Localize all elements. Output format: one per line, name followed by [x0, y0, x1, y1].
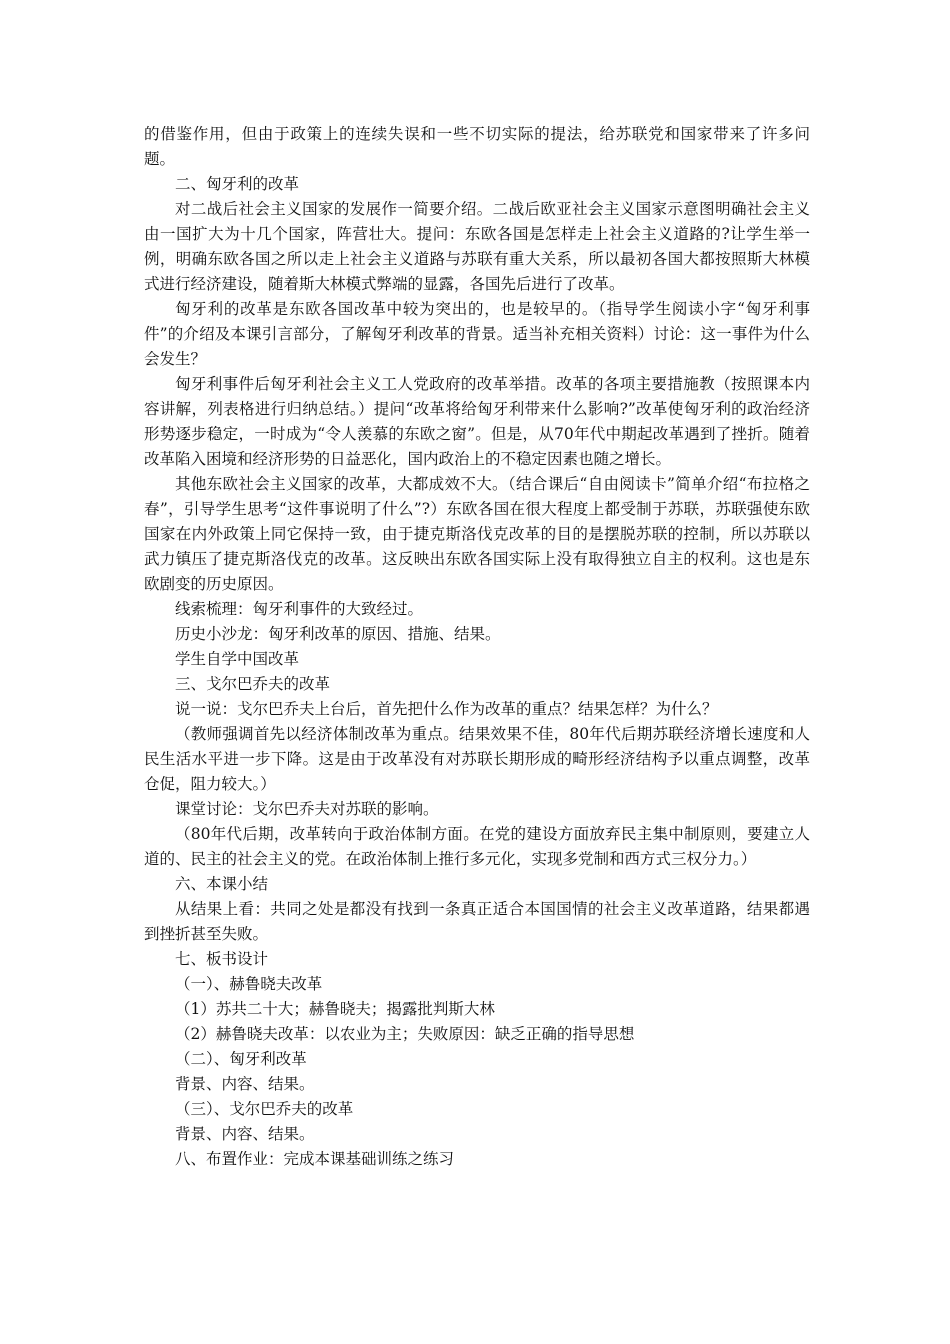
paragraph-self-study-china: 学生自学中国改革: [175, 650, 300, 668]
paragraph-teacher-emphasis: （教师强调首先以经济体制改革为重点。结果效果不佳，80年代后期苏联经济增长速度和人民生活水平进一步下降。这是由于改革没有对苏联长期形成的畸形经济结构予以重点调整，改革仓促，阻力较大。）: [144, 725, 810, 793]
outline-item: 背景、内容、结果。: [175, 1075, 315, 1093]
outline-item: （2）赫鲁晓夫改革：以农业为主；失败原因：缺乏正确的指导思想: [175, 1025, 635, 1043]
outline-item: （一）、赫鲁晓夫改革: [175, 975, 323, 993]
paragraph-other-eastern-europe: 其他东欧社会主义国家的改革，大都成效不大。（结合课后“自由阅读卡”简单介绍“布拉格之春”，引导学生思考“这件事说明了什么”?）东欧各国在很大程度上都受制于苏联，苏联强使东欧国家在内外政策上同它保持一致，由于捷克斯洛伐克改革的目的是摆脱苏联的控制，所以苏联以武力镇压了捷克斯洛伐克的改革。这反映出东欧各国实际上没有取得独立自主的权利。这也是东欧剧变的历史原因。: [144, 475, 810, 593]
paragraph-hungary-measures: 匈牙利事件后匈牙利社会主义工人党政府的改革举措。改革的各项主要措施教（按照课本内容讲解，列表格进行归纳总结。）提问“改革将给匈牙利带来什么影响?”改革使匈牙利的政治经济形势逐步稳定，一时成为“令人羡慕的东欧之窗”。但是，从70年代中期起改革遇到了挫折。随着改革陷入困境和经济形势的日益恶化，国内政治上的不稳定因素也随之增长。: [144, 375, 810, 468]
paragraph-summary-result: 从结果上看：共同之处是都没有找到一条真正适合本国国情的社会主义改革道路，结果都遇到挫折甚至失败。: [144, 900, 810, 943]
paragraph-class-discussion: 课堂讨论：戈尔巴乔夫对苏联的影响。: [175, 800, 439, 818]
section-heading-blackboard: 七、板书设计: [175, 950, 269, 968]
outline-item: 背景、内容、结果。: [175, 1125, 315, 1143]
paragraph-clue-review: 线索梳理：匈牙利事件的大致经过。: [175, 600, 424, 618]
paragraph-discussion-question: 说一说：戈尔巴乔夫上台后，首先把什么作为改革的重点？结果怎样？为什么？: [175, 700, 718, 718]
section-heading-hungary-reform: 二、匈牙利的改革: [175, 175, 300, 193]
section-heading-homework: 八、布置作业：完成本课基础训练之练习: [175, 1150, 455, 1168]
section-heading-summary: 六、本课小结: [175, 875, 269, 893]
paragraph-hungary-background: 匈牙利的改革是东欧各国改革中较为突出的，也是较早的。（指导学生阅读小字“匈牙利事件”的介绍及本课引言部分，了解匈牙利改革的背景。适当补充相关资料）讨论：这一事件为什么会发生？: [144, 300, 810, 368]
paragraph-continuation: 的借鉴作用，但由于政策上的连续失误和一些不切实际的提法，给苏联党和国家带来了许多问题。: [144, 125, 810, 168]
outline-item: （三）、戈尔巴乔夫的改革: [175, 1100, 354, 1118]
paragraph-history-salon: 历史小沙龙：匈牙利改革的原因、措施、结果。: [175, 625, 501, 643]
paragraph-political-reform: （80年代后期，改革转向于政治体制方面。在党的建设方面放弃民主集中制原则，要建立人道的、民主的社会主义的党。在政治体制上推行多元化，实现多党制和西方式三权分力。）: [144, 825, 810, 868]
section-heading-gorbachev-reform: 三、戈尔巴乔夫的改革: [175, 675, 331, 693]
document-body: [144, 122, 810, 1172]
paragraph-postwar-socialism: 对二战后社会主义国家的发展作一简要介绍。二战后欧亚社会主义国家示意图明确社会主义由一国扩大为十几个国家，阵营壮大。提问：东欧各国是怎样走上社会主义道路的?让学生举一例，明确东欧各国之所以走上社会主义道路与苏联有重大关系，所以最初各国大都按照斯大林模式进行经济建设，随着斯大林模式弊端的显露，各国先后进行了改革。: [144, 200, 810, 293]
outline-item: （1）苏共二十大；赫鲁晓夫；揭露批判斯大林: [175, 1000, 495, 1018]
outline-item: （二）、匈牙利改革: [175, 1050, 307, 1068]
